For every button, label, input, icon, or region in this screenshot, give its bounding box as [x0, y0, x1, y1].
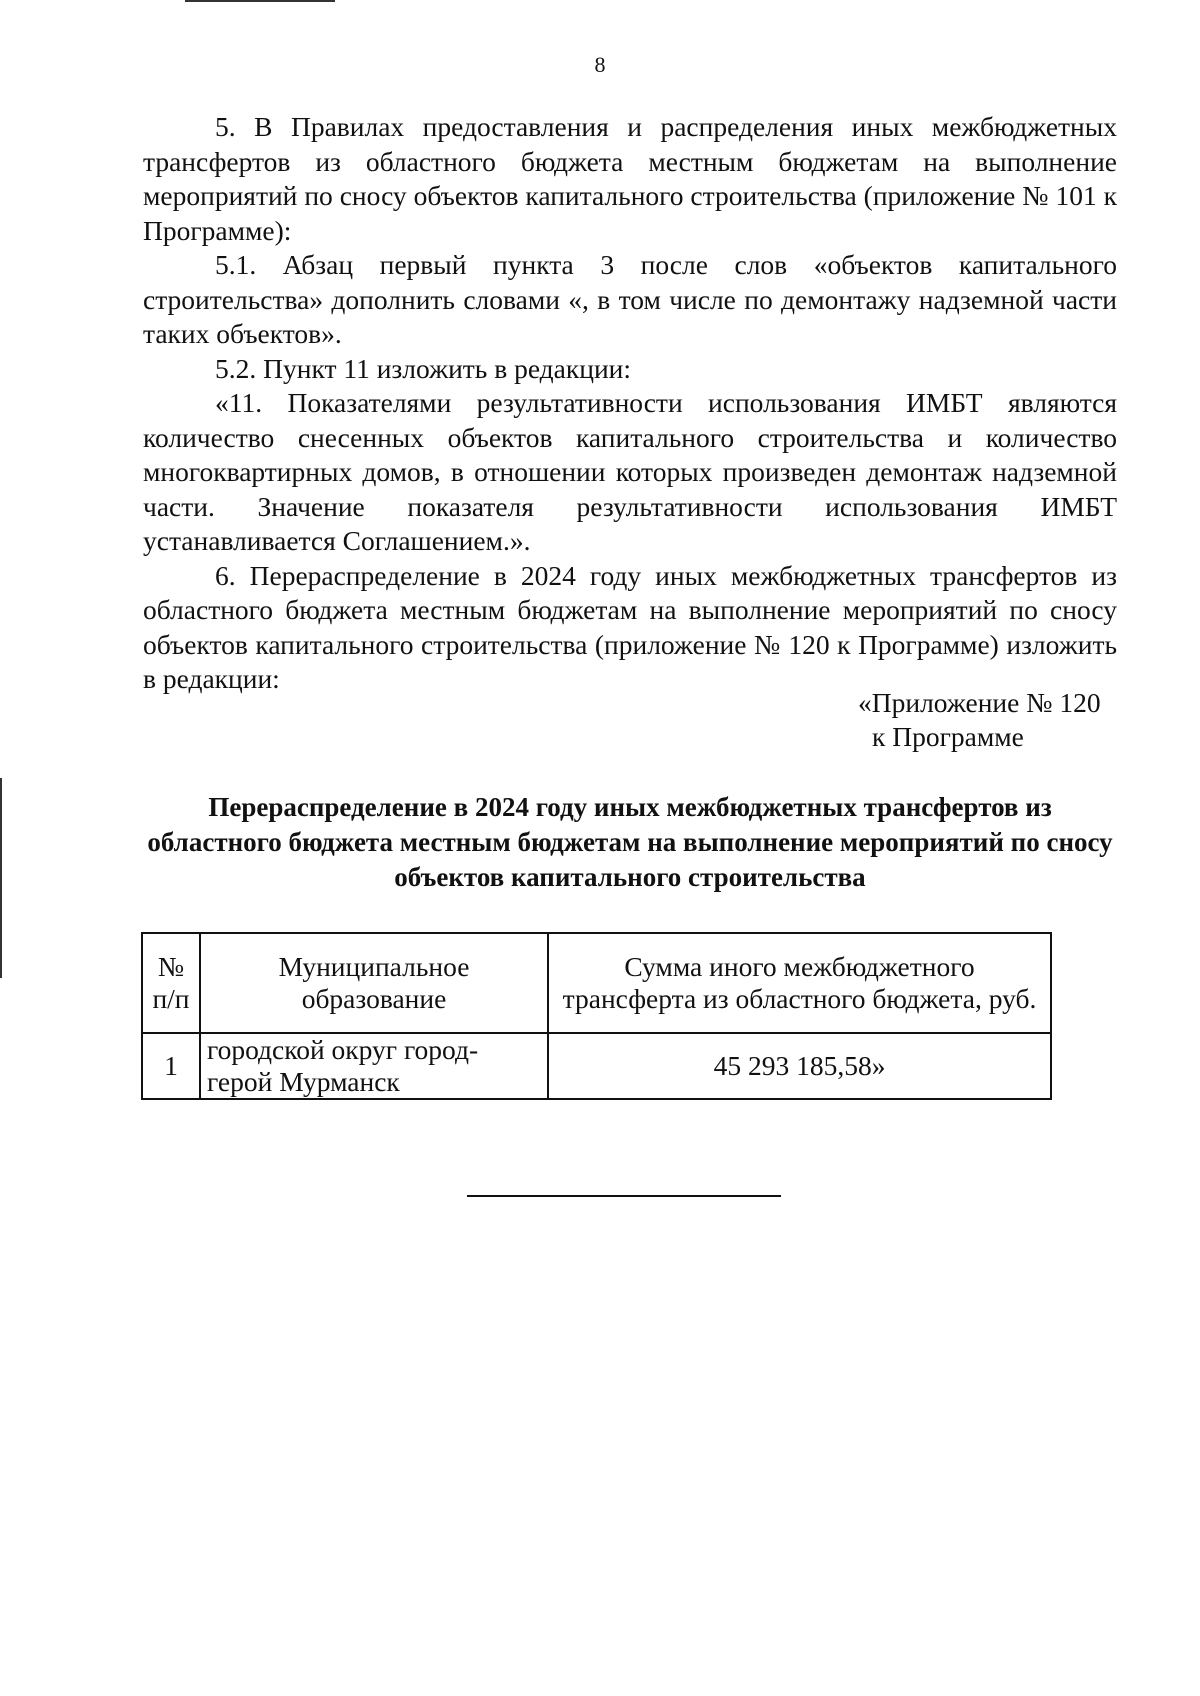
header-num: № п/п [142, 933, 200, 1033]
appendix-reference [858, 686, 1101, 754]
page-number: 8 [594, 52, 606, 77]
paragraph-item-5-1: 5.1. Абзац первый пункта 3 после слов «объектов капитального строительства» дополнить словами «, в том числе по демонтажу надземной части таких объектов». [143, 249, 1117, 349]
table-row [142, 1033, 1051, 1099]
cell-municipality: городской округ город-герой Мурманск [200, 1033, 548, 1099]
header-amount: Сумма иного межбюджетного трансферта из областного бюджета, руб. [548, 933, 1051, 1033]
scan-edge-mark [0, 778, 2, 978]
cell-num: 1 [142, 1033, 200, 1099]
paragraph-item-6: 6. Перераспределение в 2024 году иных межбюджетных трансфертов из областного бюджета местным бюджетам на выполнение мероприятий по сносу объектов капитального строительства (приложение № 120 к Программе) изложить в редакции: [143, 559, 1117, 694]
transfer-table [141, 932, 1052, 1100]
scan-top-mark [185, 0, 335, 2]
document-body [143, 110, 1117, 697]
table-title: Перераспределение в 2024 году иных межбюджетных трансфертов из областного бюджета местным бюджетам на выполнение мероприятий по сносу объектов капитального строительства [147, 792, 1113, 892]
appendix-line-2: к Программе [872, 721, 1024, 752]
paragraph-item-5-2: 5.2. Пункт 11 изложить в редакции: [215, 352, 632, 384]
appendix-line-1: «Приложение № 120 [858, 687, 1101, 718]
paragraph-item-5: 5. В Правилах предоставления и распределения иных межбюджетных трансфертов из областного бюджета местным бюджетам на выполнение мероприятий по сносу объектов капитального строительства (приложение № 101 к Программе): [143, 111, 1117, 246]
cell-amount: 45 293 185,58» [548, 1033, 1051, 1099]
closing-rule [467, 1195, 781, 1197]
header-municipality: Муниципальное образование [200, 933, 548, 1033]
paragraph-item-11: «11. Показателями результативности использования ИМБТ являются количество снесенных объектов капитального строительства и количество многоквартирных домов, в отношении которых произведен демонтаж надземной части. Значение показателя результативности использования ИМБТ устанавливается Соглашением.». [143, 387, 1117, 556]
table-header-row [142, 933, 1051, 1033]
